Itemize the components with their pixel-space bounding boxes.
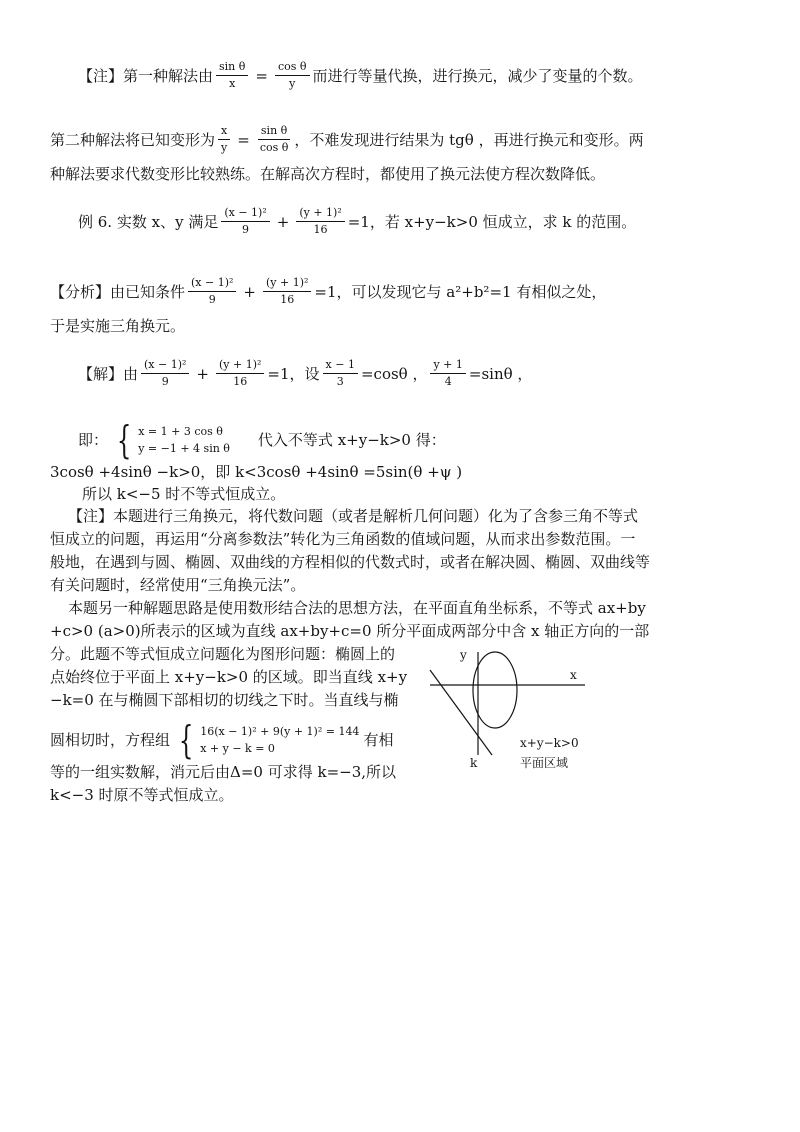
alt-line8: k<−3 时原不等式恒成立。 xyxy=(50,786,234,804)
solution-line xyxy=(78,358,532,389)
alt-line7: 等的一组实数解，消元后由Δ=0 可求得 k=−3,所以 xyxy=(50,763,397,781)
equals-sign: = xyxy=(237,130,250,149)
plus-sign: + xyxy=(196,364,209,383)
analysis-suffix: =1，可以发现它与 a²+b²=1 有相似之处， xyxy=(314,282,607,301)
system1-prefix: 即： xyxy=(78,431,109,449)
solution-mid: =1，设 xyxy=(267,364,320,383)
ellipse xyxy=(473,652,517,728)
x-axis-label: x xyxy=(570,668,577,682)
solution-prefix: 【解】由 xyxy=(78,364,139,383)
note1-suffix: 而进行等量代换，进行换元，减少了变量的个数。 xyxy=(312,66,643,85)
example6-fraction-x: $\frac{\text{(x − 1)²}}{9}$ xyxy=(221,206,269,237)
system1-line xyxy=(78,420,446,460)
alt-line6 xyxy=(50,720,393,760)
system2-row2: x + y − k = 0 xyxy=(200,742,275,755)
tangent-line xyxy=(430,670,492,755)
system1-suffix: 代入不等式 x+y−k>0 得： xyxy=(257,431,446,449)
equation-system-2 xyxy=(174,720,359,760)
solution-fraction-sin: $\frac{y + 1}{4}$ xyxy=(430,358,465,389)
plus-sign: + xyxy=(276,212,290,231)
ellipse-figure xyxy=(420,640,620,780)
alt-line4: 点始终位于平面上 x+y−k>0 的区域。即当直线 x+y xyxy=(50,668,408,686)
example6-line xyxy=(78,206,636,237)
y-axis-label: y xyxy=(460,648,467,662)
region-label-2: 平面区域 xyxy=(520,756,569,770)
note2-line2: 恒成立的问题，再运用“分离参数法”转化为三角函数的值域问题，从而求出参数范围。一 xyxy=(50,530,636,548)
note2-line1: 【注】本题进行三角换元，将代数问题（或者是解析几何问题）化为了含参三角不等式 xyxy=(68,507,639,525)
method2-line1 xyxy=(50,124,644,155)
equals-sign: = xyxy=(255,66,268,85)
solution-suffix: =sinθ ， xyxy=(468,364,533,383)
method2-prefix: 第二种解法将已知变形为 xyxy=(50,130,216,149)
alt-line5: −k=0 在与椭圆下部相切的切线之下时。当直线与椭 xyxy=(50,691,399,709)
conclusion1: 所以 k<−5 时不等式恒成立。 xyxy=(82,485,286,503)
left-brace-icon: { xyxy=(116,418,132,462)
solution-fraction-x: $\frac{\text{(x − 1)²}}{9}$ xyxy=(141,358,189,389)
analysis-fraction-y: $\frac{\text{(y + 1)²}}{16}$ xyxy=(263,276,311,307)
alt-line2: +c>0 (a>0)所表示的区域为直线 ax+by+c=0 所分平面成两部分中含 x 轴正方向的一部 xyxy=(50,622,650,640)
example6-fraction-y: $\frac{\text{(y + 1)²}}{16}$ xyxy=(296,206,344,237)
inequality-line: 3cosθ +4sinθ −k>0，即 k<3cosθ +4sinθ =5sin(θ +ψ ) xyxy=(50,463,463,481)
alt-line1: 本题另一种解题思路是使用数形结合法的思想方法，在平面直角坐标系，不等式 ax+by xyxy=(68,599,646,617)
region-label-1: x+y−k>0 xyxy=(520,736,579,750)
note1-fraction-sin-over-x: $\frac{\text{sin θ}}{x}$ xyxy=(216,60,248,91)
equation-system xyxy=(112,420,230,460)
solution-fraction-y: $\frac{\text{(y + 1)²}}{16}$ xyxy=(216,358,264,389)
plus-sign: + xyxy=(243,282,256,301)
alt-line6-prefix: 圆相切时，方程组 xyxy=(50,731,171,749)
method2-line2: 种解法要求代数变形比较熟练。在解高次方程时，都使用了换元法使方程次数降低。 xyxy=(50,165,606,183)
note1-fraction-cos-over-y: $\frac{\text{cos θ}}{y}$ xyxy=(275,60,310,91)
solution-mid2: =cosθ ， xyxy=(360,364,428,383)
note2-line4: 有关问题时，经常使用“三角换元法”。 xyxy=(50,576,306,594)
system1-row1: x = 1 + 3 cos θ xyxy=(138,425,223,438)
analysis-line2: 于是实施三角换元。 xyxy=(50,317,186,335)
example6-prefix: 例 6. 实数 x、y 满足 xyxy=(78,212,219,231)
system1-row2: y = −1 + 4 sin θ xyxy=(138,442,230,455)
k-label: k xyxy=(470,756,478,770)
method2-fraction-sin-over-cos: $\frac{\text{sin θ}}{\text{cos θ}}$ xyxy=(259,124,289,154)
analysis-line1 xyxy=(50,276,606,307)
note1-prefix: 【注】第一种解法由 xyxy=(78,66,214,85)
system2-row1: 16(x − 1)² + 9(y + 1)² = 144 xyxy=(200,725,360,738)
analysis-prefix: 【分析】由已知条件 xyxy=(50,282,186,301)
solution-fraction-cos: $\frac{x - 1}{3}$ xyxy=(323,358,358,389)
alt-line6-suffix: 有相 xyxy=(363,731,394,749)
note2-line3: 般地，在遇到与圆、椭圆、双曲线的方程相似的代数式时，或者在解决圆、椭圆、双曲线等 xyxy=(50,553,651,571)
alt-line3: 分。此题不等式恒成立问题化为图形问题：椭圆上的 xyxy=(50,645,396,663)
note1-line xyxy=(78,60,643,91)
method2-fraction-x-over-y: $\frac{x}{y}$ xyxy=(218,124,230,155)
analysis-fraction-x: $\frac{\text{(x − 1)²}}{9}$ xyxy=(188,276,236,307)
method2-suffix: ，不难发现进行结果为 tgθ ，再进行换元和变形。两 xyxy=(294,130,644,149)
example6-suffix: =1，若 x+y−k>0 恒成立，求 k 的范围。 xyxy=(347,212,637,231)
left-brace-icon: { xyxy=(178,718,194,762)
